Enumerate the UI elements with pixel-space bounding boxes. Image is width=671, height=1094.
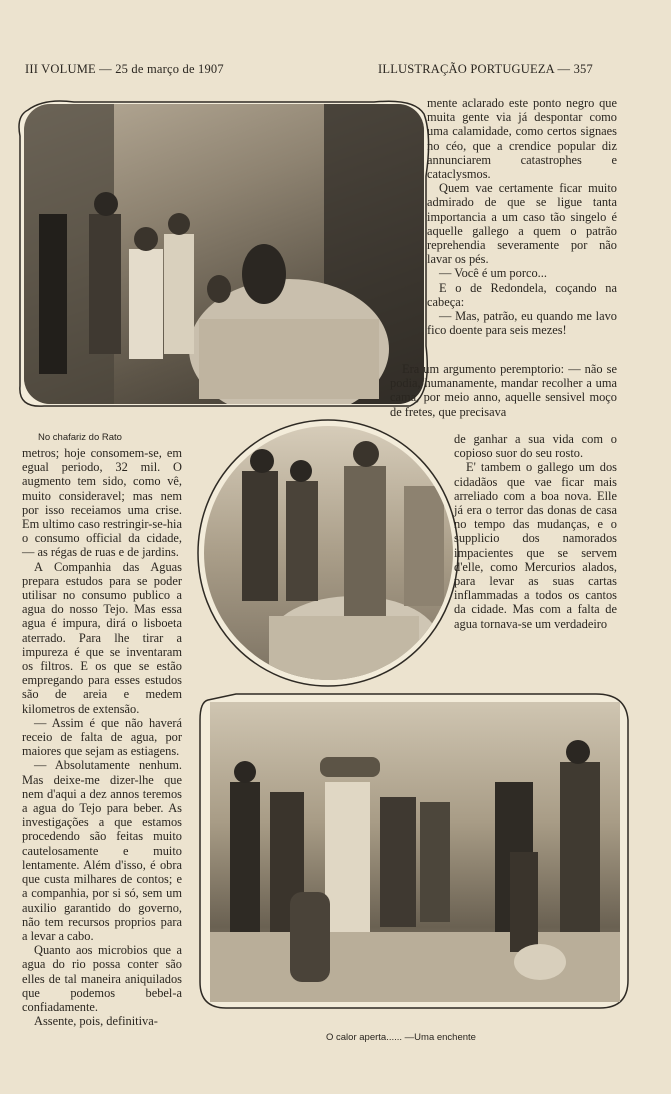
photo-uma-enchente: [210, 702, 620, 1002]
paragraph: Era um argumento peremptorio: — não se podia, humanamente, mandar recolher a uma cama, por meio anno, aquelle sensivel moço de fretes, que precisava: [390, 362, 617, 419]
running-header-title-page: ILLUSTRAÇÃO PORTUGUEZA — 357: [378, 62, 593, 76]
caption-no-chafariz: No chafariz do Rato: [38, 432, 122, 443]
photo-frame-boys: [196, 418, 461, 688]
paragraph: E o de Redondela, coçando na cabeça:: [427, 280, 617, 309]
paragraph: Quem vae certamente ficar muito admirado de que se ligue tanta importancia a um caso tão singelo é aquelle gallego a quem o patrão reprehendia severamente por não lavar os pés.: [427, 181, 617, 267]
photo-no-chafariz-do-rato: [24, 104, 424, 404]
paragraph: metros; hoje consomem-se, em egual periodo, 32 mil. O augmento tem sido, como vê, muito consideravel; mas nem por isso receiamos uma crise. Em ultimo caso restringir-se-hia o consumo official da cidade, — as régas de ruas e de jardins.: [22, 446, 182, 560]
paragraph: E' tambem o gallego um dos cidadãos que vae ficar mais arreliado com a boa nova. Elle já era o terror das donas de casa no tempo das mudanças, e o supplicio dos namorados impacientes que se servem d'elle, como Mercurios alados, para levar as suas cartas inflammadas a todos os cantos da cidade. Mas com a falta de agua tornava-se um verdadeiro: [454, 460, 617, 631]
paragraph: mente aclarado este ponto negro que muita gente via já despontar como uma calamidade, como certos signaes no céo, que a crendice popular diz annunciarem catastrophes e cataclysmos.: [427, 96, 617, 182]
left-column-text: [22, 446, 182, 1028]
right-column-text-middle: [390, 362, 617, 419]
photo-frame-chafariz: [14, 96, 432, 414]
caption-enchente: O calor aperta...... —Uma enchente: [326, 1032, 476, 1043]
right-column-text-bottom: [454, 432, 617, 631]
paragraph: — Assim é que não haverá receio de falta de agua, por maiores que sejam as estiagens.: [22, 715, 182, 759]
running-header-volume-date: III VOLUME — 25 de março de 1907: [25, 62, 224, 76]
paragraph: Quanto aos microbios que a agua do rio possa conter são elles de tal maneira aniquilados que podemos bebel-a confiadamente.: [22, 943, 182, 1014]
photo-boys-at-fountain: [204, 426, 453, 680]
paragraph: — Mas, patrão, eu quando me lavo fico doente para seis mezes!: [427, 309, 617, 338]
paragraph: de ganhar a sua vida com o copioso suor do seu rosto.: [454, 432, 617, 461]
paragraph: — Você é um porco...: [439, 266, 547, 281]
paragraph: Assente, pois, definitiva-: [34, 1014, 158, 1029]
paragraph: A Companhia das Aguas prepara estudos para se poder utilisar no consumo publico a agua do nosso Tejo. Mas essa agua é impura, dirá o lisboeta aterrado. Para lhe tirar a impureza é que se inventaram os filtros. E os que se estão empregando para esses estudos são de areia e medem kilometros de extensão.: [22, 559, 182, 716]
paragraph: — Absolutamente nenhum. Mas deixe-me dizer-lhe que nem d'aqui a dez annos teremos a agua do Tejo para beber. As investigações a que estamos procedendo são feitas muito cautelosamente e muito lentamente. Além d'isso, é obra que custa milhares de contos; e a companhia, por si só, sem um auxilio garantido do governo, não tem recursos proprios para a levar a cabo.: [22, 758, 182, 943]
photo-frame-enchente: [196, 690, 632, 1012]
right-column-text-top: [427, 96, 617, 337]
